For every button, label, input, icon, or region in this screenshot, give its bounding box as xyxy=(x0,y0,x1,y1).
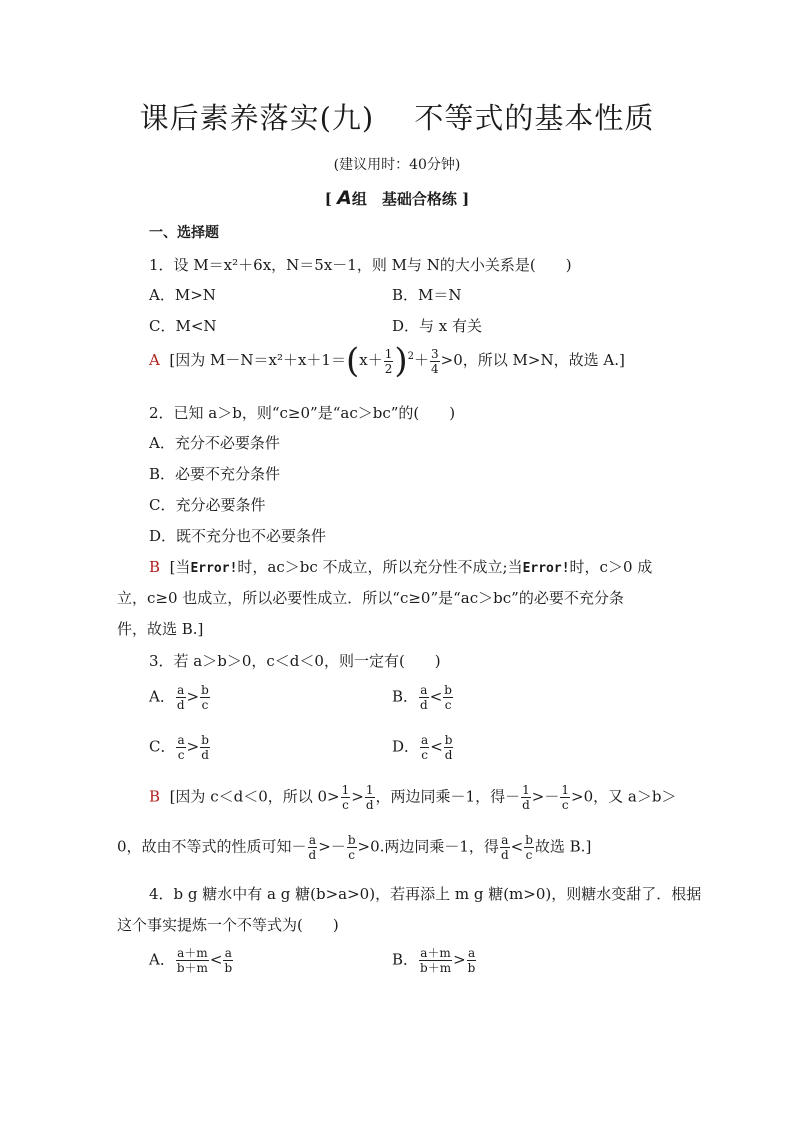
q3-option-a: A． $\frac{a}{d}$ > $\frac{b}{c}$ xyxy=(149,683,209,712)
q1-answer-letter: A xyxy=(149,351,160,369)
question-2-stem: 2．已知 a＞b，则“c≥0”是“ac＞bc”的( ) xyxy=(149,404,456,422)
question-4-stem-line-1: 4．b g 糖水中有 a g 糖(b>a>0)，若再添上 m g 糖(m>0)，则糖水变甜了．根据 xyxy=(149,885,702,903)
page-title: 课后素养落实(九) 不等式的基本性质 xyxy=(139,101,655,135)
q2-option-d: D．既不充分也不必要条件 xyxy=(149,527,327,545)
group-letter: A xyxy=(337,187,352,209)
q3-answer-line-2: 0，故由不等式的性质可知－ $\frac{a}{d}$ >－ $\frac{b}{c}$ >0.两边同乘－1，得 $\frac{a}{d}$ < $\frac{b}{c}$ 故选 B.] xyxy=(117,833,592,862)
q1-option-b: B．M＝N xyxy=(392,286,462,304)
group-label: 组 基础合格练 xyxy=(351,190,457,208)
q1-option-c: C．M<N xyxy=(149,317,217,335)
q4-option-b: B． $\frac{a+m}{b+m}$ > $\frac{a}{b}$ xyxy=(392,946,476,975)
bracket-right: ] xyxy=(462,190,470,208)
q3-option-c: C． $\frac{a}{c}$ > $\frac{b}{d}$ xyxy=(149,733,209,762)
section-heading: 一、选择题 xyxy=(149,225,219,241)
q3-answer-letter: B xyxy=(149,787,161,806)
q2-answer-line-2: 立，c≥0 也成立，所以必要性成立．所以“c≥0”是“ac＞bc”的必要不充分条 xyxy=(117,589,624,607)
bracket-left: [ xyxy=(324,190,332,208)
q2-answer-line-3: 件，故选 B.] xyxy=(117,620,204,638)
q1-option-d: D．与 x 有关 xyxy=(392,317,483,335)
q3-answer-line-1: B [因为 c＜d＜0，所以 0> $\frac{1}{c}$ > $\frac{1}{d}$ ，两边同乘－1，得－ $\frac{1}{d}$ >－ $\frac{1}{c}$ >0，又 a＞b＞ xyxy=(149,783,677,812)
question-4-stem-line-2: 这个事实提炼一个不等式为( ) xyxy=(117,916,339,934)
q2-option-b: B．必要不充分条件 xyxy=(149,465,281,483)
q4-option-a: A． $\frac{a+m}{b+m}$ < $\frac{a}{b}$ xyxy=(149,946,233,975)
q2-option-c: C．充分必要条件 xyxy=(149,496,266,514)
q2-option-a: A．充分不必要条件 xyxy=(149,434,280,452)
question-3-stem: 3．若 a＞b＞0，c＜d＜0，则一定有( ) xyxy=(149,652,441,670)
suggested-time: (建议用时：40分钟) xyxy=(333,157,461,173)
q3-option-d: D． $\frac{a}{c}$ < $\frac{b}{d}$ xyxy=(392,733,453,762)
group-heading xyxy=(0,187,794,209)
q1-answer: A [因为 M－N＝x²＋x＋1＝(x＋ $\frac{1}{2}$ )$^2$＋ $\frac{3}{4}$ >0，所以 M>N，故选 A.] xyxy=(149,341,625,381)
q2-answer-letter: B xyxy=(149,558,161,576)
q1-option-a: A．M>N xyxy=(149,286,216,304)
q3-option-b: B． $\frac{a}{d}$ < $\frac{b}{c}$ xyxy=(392,683,452,712)
q2-answer-line-1: B [当Error!时，ac＞bc 不成立，所以充分性不成立;当Error!时，c＞0 成 xyxy=(149,558,653,576)
question-1-stem: 1．设 M＝x²＋6x，N＝5x－1，则 M与 N的大小关系是( ) xyxy=(149,256,572,274)
